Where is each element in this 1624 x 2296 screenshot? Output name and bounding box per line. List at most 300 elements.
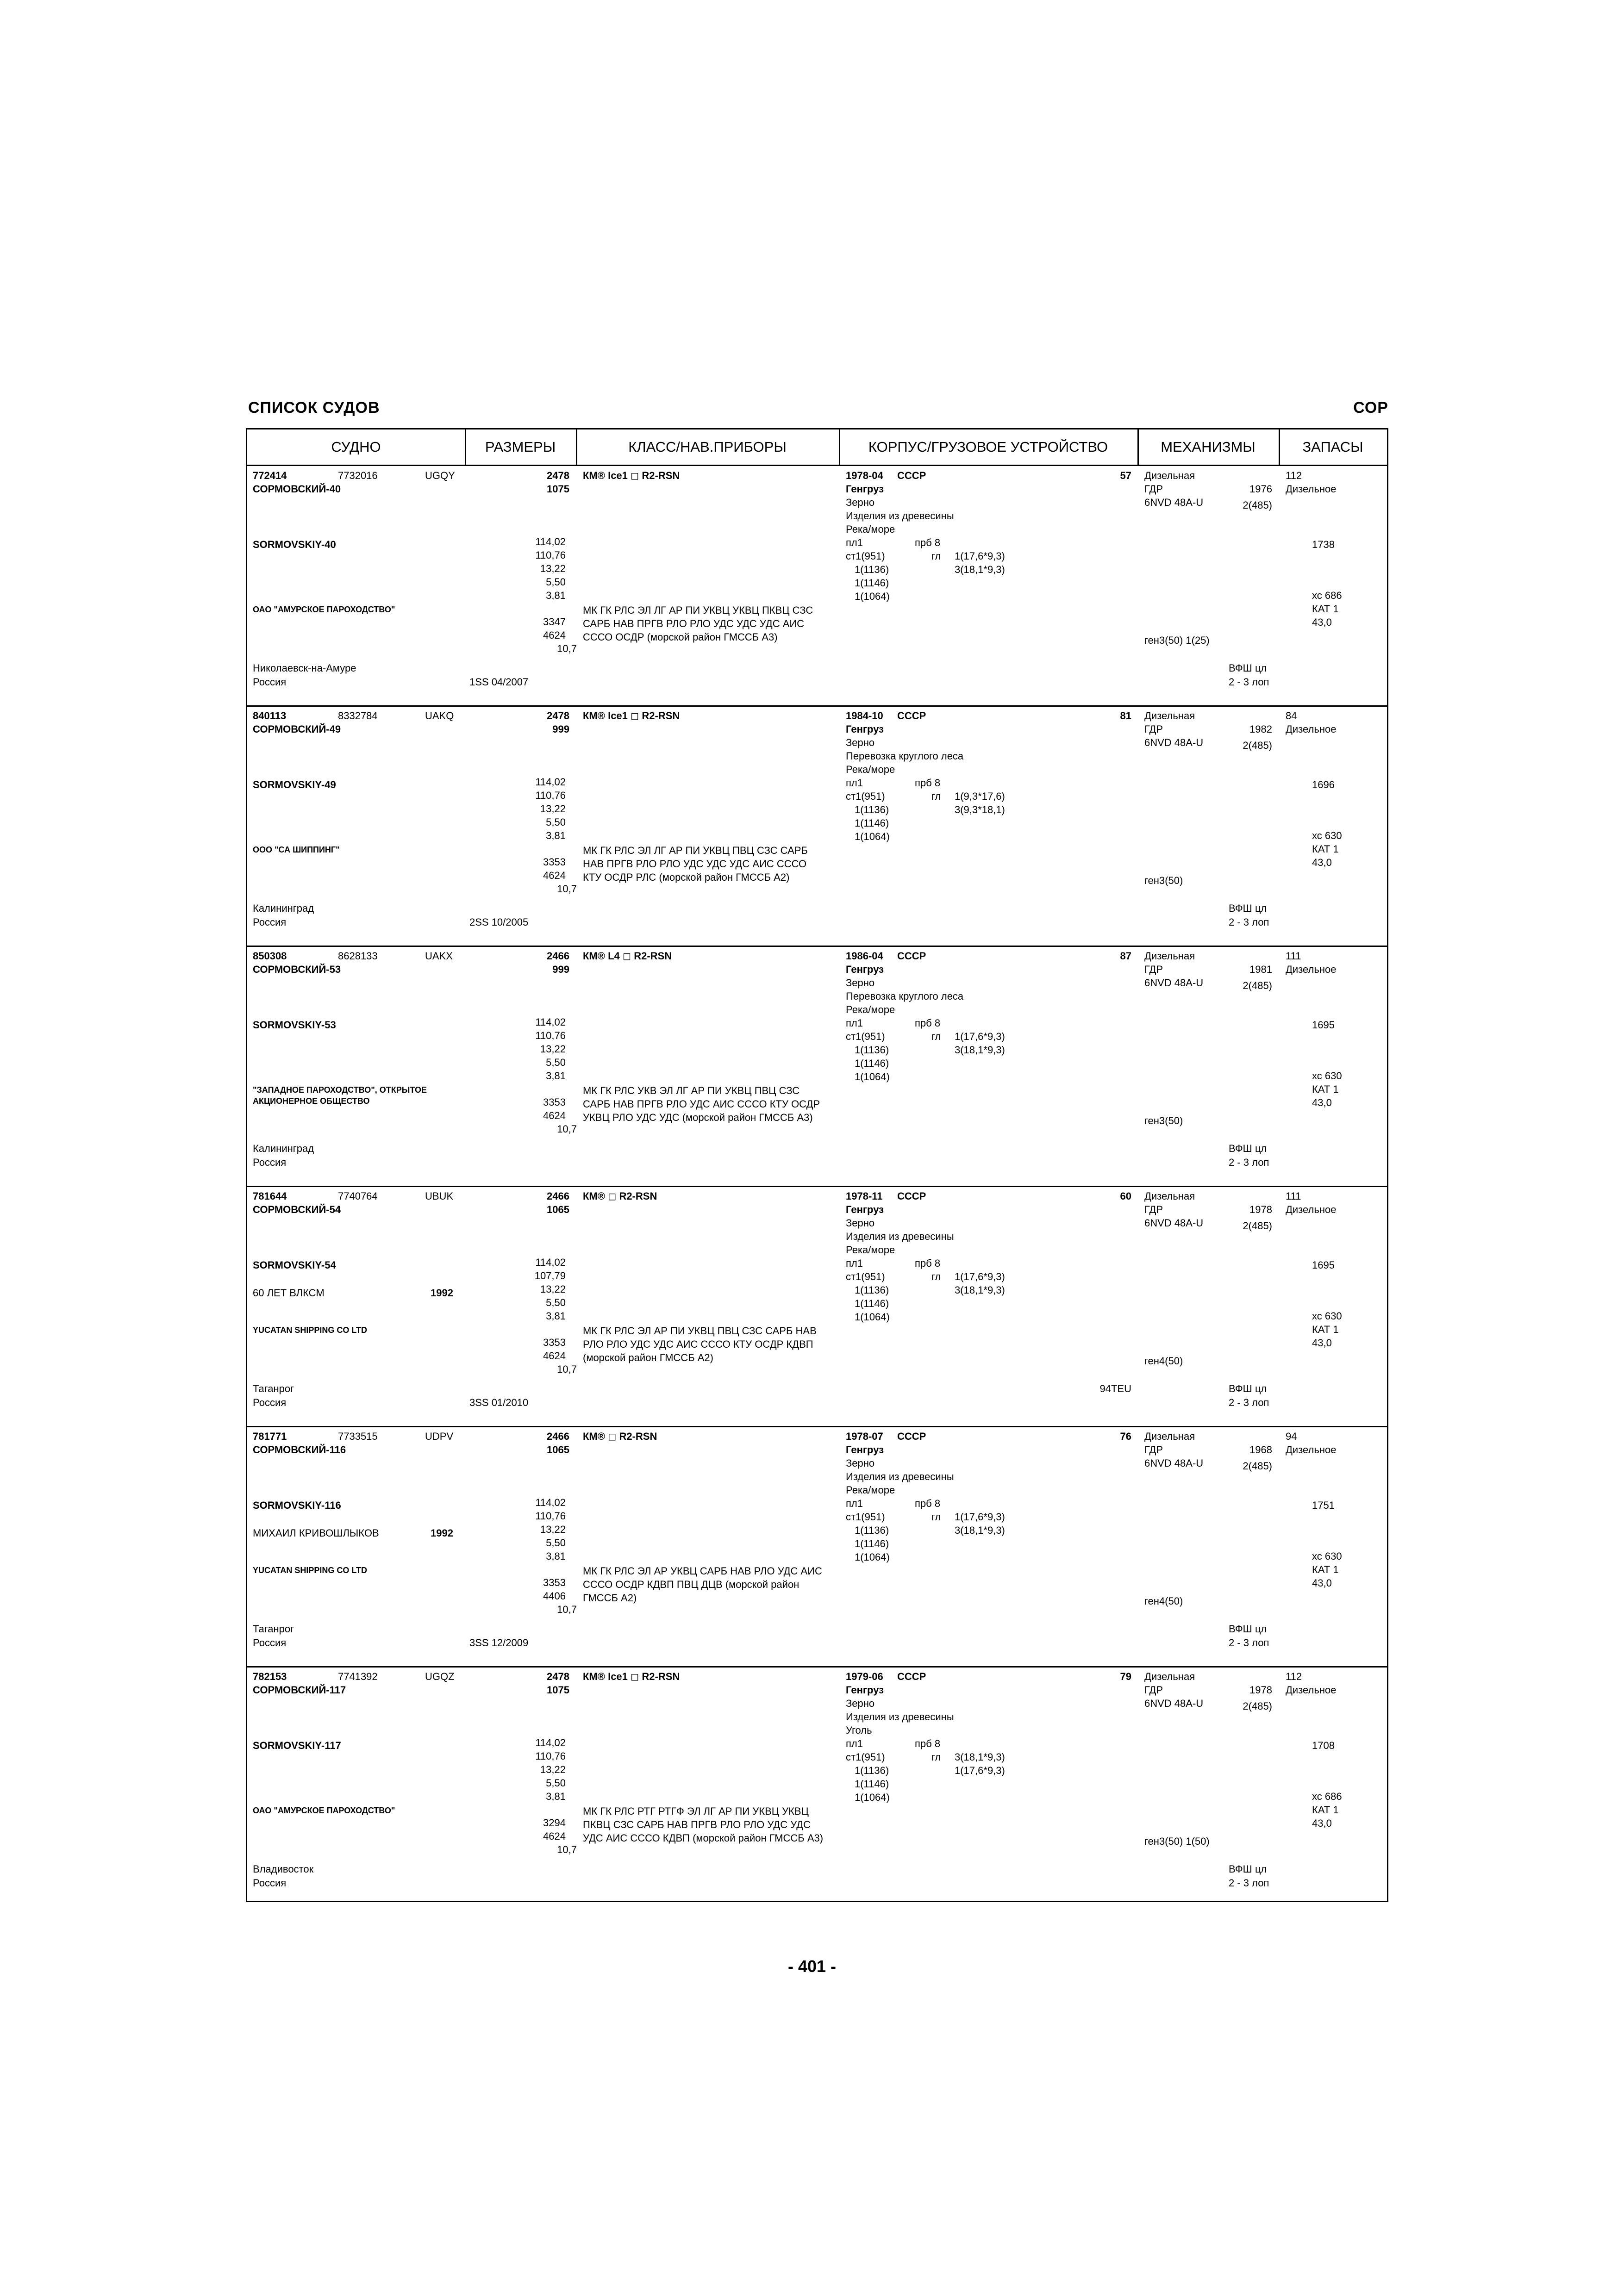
- breadth: 13,22: [540, 563, 566, 574]
- survey: 1SS 04/2007: [469, 676, 529, 688]
- page-number: - 401 -: [788, 1957, 837, 1976]
- ship-name-latin: SORMOVSKIY-40: [253, 539, 336, 550]
- built-date: 1978-04: [846, 470, 883, 481]
- nav-equipment: МК ГК РЛС ЭЛ ЛГ АР ПИ УКВЦ УКВЦ ПКВЦ СЗС САРБ НАВ ПРГВ РЛО РЛО УДС УДС УДС АИС СССО ОСДР (морской район ГМССБ А3): [583, 604, 813, 643]
- nav-equipment: МК ГК РЛС РТГ РТГФ ЭЛ ЛГ АР ПИ УКВЦ УКВЦ ПКВЦ СЗС САРБ НАВ ПРГВ РЛО РЛО УДС УДС УДС АИС СССО КДВП (морской район ГМССБ А3): [583, 1805, 824, 1844]
- column-header-class: КЛАСС/НАВ.ПРИБОРЫ: [628, 439, 787, 455]
- propeller-blades: 2 - 3 лоп: [1229, 1637, 1269, 1649]
- builder-country: СССР: [897, 1190, 926, 1202]
- range: 1695: [1312, 1019, 1335, 1031]
- decks: пл1: [846, 1738, 863, 1749]
- engine-model: 6NVD 48A-U: [1144, 1457, 1204, 1469]
- home-port: Николаевск-на-Амуре: [253, 662, 356, 674]
- crew-capacity: хс 630: [1312, 1550, 1342, 1562]
- hatch-gl: гл: [931, 1751, 941, 1763]
- draft: 3,81: [546, 590, 566, 601]
- hatch-size-2: 3(9,3*18,1): [955, 804, 1005, 815]
- reg-number: 781644: [253, 1190, 287, 1202]
- hatch-size-1: 1(17,6*9,3): [955, 1511, 1005, 1523]
- decks: пл1: [846, 1017, 863, 1029]
- crew-capacity: хс 630: [1312, 830, 1342, 841]
- column-header-vessel: СУДНО: [331, 439, 381, 455]
- breadth: 13,22: [540, 1764, 566, 1775]
- ship-name-latin: SORMOVSKIY-49: [253, 779, 336, 790]
- class-notation: КМ® ◻ R2-RSN: [583, 1190, 657, 1202]
- built-date: 1979-06: [846, 1671, 883, 1682]
- ship-name-ru: СОРМОВСКИЙ-49: [253, 723, 341, 735]
- hatch-gl: гл: [931, 790, 941, 802]
- engine-country: ГДР: [1144, 1684, 1163, 1696]
- builder-country: СССР: [897, 710, 926, 722]
- yard-number: 60: [1120, 1190, 1131, 1202]
- call-sign: UGQZ: [425, 1671, 455, 1682]
- fuel-capacity: 112: [1286, 1671, 1302, 1682]
- hatch-size-2: 3(18,1*9,3): [955, 1044, 1005, 1056]
- class-notation: КМ® Ice1 ◻ R2-RSN: [583, 1671, 680, 1682]
- imo-number: 8332784: [338, 710, 378, 722]
- engine-year: 1981: [1249, 964, 1272, 975]
- engine-model: 6NVD 48A-U: [1144, 497, 1204, 508]
- hull-note-2: Перевозка круглого леса: [846, 750, 964, 762]
- length-bp: 107,79: [534, 1270, 566, 1282]
- fuel-type: Дизельное: [1286, 723, 1337, 735]
- displacement: 4406: [543, 1590, 566, 1602]
- ship-name-latin: SORMOVSKIY-116: [253, 1500, 341, 1511]
- depth: 5,50: [546, 1777, 566, 1789]
- ship-table: [246, 428, 1388, 1902]
- length-bp: 110,76: [535, 790, 566, 801]
- imo-number: 7733515: [338, 1431, 378, 1442]
- deadweight: 3353: [543, 1096, 566, 1108]
- depth: 5,50: [546, 576, 566, 588]
- call-sign: UAKQ: [425, 710, 454, 722]
- ship-record: [247, 1187, 1387, 1427]
- hold-2: 1(1146): [855, 577, 889, 589]
- crew-capacity: хс 686: [1312, 590, 1342, 601]
- hatch-size-1: 1(17,6*9,3): [955, 1271, 1005, 1282]
- gross-tonnage: 2478: [547, 470, 569, 481]
- hatch-gl: гл: [931, 1271, 941, 1282]
- fuel-capacity: 111: [1286, 950, 1301, 962]
- engine-year: 1978: [1249, 1204, 1272, 1215]
- generators: ген3(50): [1144, 1115, 1183, 1126]
- length-overall: 114,02: [535, 1016, 566, 1028]
- flag: Россия: [253, 1157, 287, 1168]
- hatch-size-2: 3(18,1*9,3): [955, 1284, 1005, 1296]
- engine-power: 2(485): [1243, 499, 1272, 511]
- category-value: 43,0: [1312, 1337, 1332, 1349]
- class-notation: КМ® Ice1 ◻ R2-RSN: [583, 710, 680, 722]
- hold-2: 1(1146): [855, 1778, 889, 1790]
- deadweight: 3353: [543, 1577, 566, 1588]
- hull-note-2: Изделия из древесины: [846, 510, 954, 522]
- engine-type: Дизельная: [1144, 1431, 1195, 1442]
- imo-number: 7741392: [338, 1671, 378, 1682]
- built-date: 1984-10: [846, 710, 883, 722]
- net-tonnage: 1075: [547, 1684, 569, 1696]
- imo-number: 7732016: [338, 470, 378, 481]
- speed: 10,7: [557, 1844, 577, 1855]
- hull-note-3: Уголь: [846, 1724, 872, 1736]
- hull-note-1: Зерно: [846, 977, 875, 989]
- propeller-blades: 2 - 3 лоп: [1229, 916, 1269, 928]
- draft: 3,81: [546, 1550, 566, 1562]
- generators: ген3(50) 1(25): [1144, 635, 1210, 646]
- generators: ген4(50): [1144, 1595, 1183, 1607]
- flag: Россия: [253, 1637, 287, 1649]
- nav-equipment: МК ГК РЛС ЭЛ ЛГ АР ПИ УКВЦ ПВЦ СЗС САРБ НАВ ПРГВ РЛО РЛО УДС УДС УДС АИС СССО КТУ ОСДР РЛС (морской район ГМССБ А2): [583, 845, 808, 883]
- length-overall: 114,02: [535, 1257, 566, 1268]
- displacement: 4624: [543, 870, 566, 881]
- hatch-main: ст1(951): [846, 790, 885, 802]
- speed: 10,7: [557, 1123, 577, 1135]
- category: КАТ 1: [1312, 1564, 1339, 1575]
- column-header-machinery: МЕХАНИЗМЫ: [1161, 439, 1255, 455]
- breadth: 13,22: [540, 1524, 566, 1535]
- category: КАТ 1: [1312, 1083, 1339, 1095]
- category: КАТ 1: [1312, 603, 1339, 615]
- propeller: ВФШ цл: [1229, 1623, 1267, 1635]
- hold-3: 1(1064): [855, 591, 890, 602]
- hatch-gl: гл: [931, 1511, 941, 1523]
- reg-number: 850308: [253, 950, 287, 962]
- hull-note-2: Изделия из древесины: [846, 1231, 954, 1242]
- hold-1: 1(1136): [855, 1765, 889, 1776]
- displacement: 4624: [543, 1350, 566, 1362]
- engine-year: 1978: [1249, 1684, 1272, 1696]
- depth: 5,50: [546, 1057, 566, 1068]
- call-sign: UGQY: [425, 470, 455, 481]
- built-date: 1978-07: [846, 1431, 883, 1442]
- deadweight: 3347: [543, 616, 566, 628]
- fuel-capacity: 84: [1286, 710, 1297, 722]
- hold-3: 1(1064): [855, 1311, 890, 1323]
- deadweight: 3353: [543, 1337, 566, 1348]
- engine-power: 2(485): [1243, 740, 1272, 751]
- engine-type: Дизельная: [1144, 1671, 1195, 1682]
- hull-note-1: Зерно: [846, 737, 875, 748]
- engine-year: 1982: [1249, 723, 1272, 735]
- engine-type: Дизельная: [1144, 470, 1195, 481]
- category: КАТ 1: [1312, 1804, 1339, 1816]
- hull-note-2: Изделия из древесины: [846, 1471, 954, 1482]
- engine-model: 6NVD 48A-U: [1144, 1698, 1204, 1709]
- engine-year: 1968: [1249, 1444, 1272, 1456]
- cargo-type: Генгруз: [846, 723, 884, 735]
- hull-note-1: Зерно: [846, 1698, 875, 1709]
- gross-tonnage: 2478: [547, 710, 569, 722]
- hold-1: 1(1136): [855, 564, 889, 575]
- bulkheads: прб 8: [915, 1498, 941, 1509]
- category-value: 43,0: [1312, 1577, 1332, 1589]
- fuel-type: Дизельное: [1286, 1444, 1337, 1456]
- nav-equipment: МК ГК РЛС ЭЛ АР ПИ УКВЦ ПВЦ СЗС САРБ НАВ РЛО РЛО УДС УДС АИС СССО КТУ ОСДР КДВП (морской район ГМССБ А2): [583, 1325, 817, 1363]
- owner: YUCATAN SHIPPING CO LTD: [253, 1325, 367, 1335]
- length-bp: 110,76: [535, 1750, 566, 1762]
- bulkheads: прб 8: [915, 1738, 941, 1749]
- cargo-type: Генгруз: [846, 483, 884, 495]
- hull-note-3: Река/море: [846, 1004, 895, 1015]
- generators: ген4(50): [1144, 1355, 1183, 1367]
- propeller-blades: 2 - 3 лоп: [1229, 1877, 1269, 1889]
- speed: 10,7: [557, 883, 577, 895]
- engine-power: 2(485): [1243, 1700, 1272, 1712]
- column-header-dimensions: РАЗМЕРЫ: [485, 439, 556, 455]
- cargo-type: Генгруз: [846, 1204, 884, 1215]
- hold-2: 1(1146): [855, 1538, 889, 1549]
- built-date: 1978-11: [846, 1190, 883, 1202]
- yard-number: 79: [1120, 1671, 1131, 1682]
- propeller-blades: 2 - 3 лоп: [1229, 1157, 1269, 1168]
- ship-name-ru: СОРМОВСКИЙ-53: [253, 964, 341, 975]
- fuel-type: Дизельное: [1286, 964, 1337, 975]
- flag: Россия: [253, 676, 287, 688]
- speed: 10,7: [557, 643, 577, 654]
- hold-1: 1(1136): [855, 804, 889, 815]
- range: 1696: [1312, 779, 1335, 790]
- engine-country: ГДР: [1144, 1444, 1163, 1456]
- owner: ОАО "АМУРСКОЕ ПАРОХОДСТВО": [253, 1806, 395, 1815]
- cargo-type: Генгруз: [846, 1444, 884, 1456]
- propeller: ВФШ цл: [1229, 1143, 1267, 1154]
- draft: 3,81: [546, 830, 566, 841]
- ship-record: [247, 706, 1387, 946]
- hatch-size-1: 3(18,1*9,3): [955, 1751, 1005, 1763]
- propeller: ВФШ цл: [1229, 1863, 1267, 1875]
- length-overall: 114,02: [535, 1737, 566, 1748]
- fuel-type: Дизельное: [1286, 483, 1337, 495]
- hold-3: 1(1064): [855, 1071, 890, 1083]
- hold-3: 1(1064): [855, 831, 890, 842]
- hull-note-2: Изделия из древесины: [846, 1711, 954, 1723]
- net-tonnage: 1065: [547, 1444, 569, 1456]
- hold-1: 1(1136): [855, 1524, 889, 1536]
- gross-tonnage: 2466: [547, 1431, 569, 1442]
- deadweight: 3353: [543, 856, 566, 868]
- engine-country: ГДР: [1144, 483, 1163, 495]
- decks: пл1: [846, 1498, 863, 1509]
- cargo-type: Генгруз: [846, 1684, 884, 1696]
- engine-model: 6NVD 48A-U: [1144, 1217, 1204, 1229]
- draft: 3,81: [546, 1310, 566, 1322]
- generators: ген3(50) 1(50): [1144, 1836, 1210, 1847]
- teu-capacity: 94TEU: [1099, 1383, 1131, 1394]
- ship-record: [247, 466, 1387, 706]
- imo-number: 8628133: [338, 950, 378, 962]
- hatch-size-2: 1(17,6*9,3): [955, 1765, 1005, 1776]
- hold-2: 1(1146): [855, 1298, 889, 1309]
- nav-equipment: МК ГК РЛС ЭЛ АР УКВЦ САРБ НАВ РЛО УДС АИС СССО ОСДР КДВП ПВЦ ДЦВ (морской район ГМССБ А2): [583, 1565, 822, 1604]
- engine-type: Дизельная: [1144, 950, 1195, 962]
- former-name-year: 1992: [431, 1287, 453, 1299]
- yard-number: 87: [1120, 950, 1131, 962]
- engine-type: Дизельная: [1144, 1190, 1195, 1202]
- hatch-main: ст1(951): [846, 1511, 885, 1523]
- reg-number: 782153: [253, 1671, 287, 1682]
- propeller-blades: 2 - 3 лоп: [1229, 1397, 1269, 1408]
- fuel-type: Дизельное: [1286, 1204, 1337, 1215]
- column-header-supplies: ЗАПАСЫ: [1302, 439, 1363, 455]
- hatch-main: ст1(951): [846, 1271, 885, 1282]
- bulkheads: прб 8: [915, 777, 941, 789]
- bulkheads: прб 8: [915, 1257, 941, 1269]
- net-tonnage: 999: [552, 723, 569, 735]
- imo-number: 7740764: [338, 1190, 378, 1202]
- gross-tonnage: 2466: [547, 1190, 569, 1202]
- hatch-size-2: 3(18,1*9,3): [955, 1524, 1005, 1536]
- length-overall: 114,02: [535, 776, 566, 788]
- hold-3: 1(1064): [855, 1792, 890, 1803]
- category: КАТ 1: [1312, 1324, 1339, 1335]
- hull-note-3: Река/море: [846, 1484, 895, 1496]
- owner: ОАО "АМУРСКОЕ ПАРОХОДСТВО": [253, 605, 395, 614]
- net-tonnage: 999: [552, 964, 569, 975]
- depth: 5,50: [546, 1297, 566, 1308]
- speed: 10,7: [557, 1363, 577, 1375]
- hull-note-3: Река/море: [846, 764, 895, 775]
- page-title: СПИСОК СУДОВ: [248, 399, 380, 417]
- engine-model: 6NVD 48A-U: [1144, 977, 1204, 989]
- decks: пл1: [846, 777, 863, 789]
- hold-1: 1(1136): [855, 1044, 889, 1056]
- hatch-main: ст1(951): [846, 1031, 885, 1042]
- fuel-capacity: 112: [1286, 470, 1302, 481]
- former-name: МИХАИЛ КРИВОШЛЫКОВ: [253, 1527, 379, 1539]
- propeller-blades: 2 - 3 лоп: [1229, 676, 1269, 688]
- yard-number: 76: [1120, 1431, 1131, 1442]
- fuel-capacity: 94: [1286, 1431, 1297, 1442]
- decks: пл1: [846, 1257, 863, 1269]
- builder-country: СССР: [897, 470, 926, 481]
- net-tonnage: 1075: [547, 483, 569, 495]
- call-sign: UAKX: [425, 950, 453, 962]
- crew-capacity: хс 686: [1312, 1791, 1342, 1802]
- fuel-type: Дизельное: [1286, 1684, 1337, 1696]
- engine-country: ГДР: [1144, 723, 1163, 735]
- class-notation: КМ® L4 ◻ R2-RSN: [583, 950, 672, 962]
- displacement: 4624: [543, 1830, 566, 1842]
- former-name: 60 ЛЕТ ВЛКСМ: [253, 1287, 325, 1299]
- displacement: 4624: [543, 629, 566, 641]
- hatch-gl: гл: [931, 550, 941, 562]
- reg-number: 772414: [253, 470, 287, 481]
- engine-power: 2(485): [1243, 1220, 1272, 1232]
- flag: Россия: [253, 916, 287, 928]
- ship-name-ru: СОРМОВСКИЙ-117: [253, 1684, 346, 1696]
- call-sign: UBUK: [425, 1190, 454, 1202]
- hatch-size-1: 1(17,6*9,3): [955, 550, 1005, 562]
- bulkheads: прб 8: [915, 1017, 941, 1029]
- net-tonnage: 1065: [547, 1204, 569, 1215]
- former-name-year: 1992: [431, 1527, 453, 1539]
- flag: Россия: [253, 1877, 287, 1889]
- nav-equipment: МК ГК РЛС УКВ ЭЛ ЛГ АР ПИ УКВЦ ПВЦ СЗС САРБ НАВ ПРГВ РЛО УДС АИС СССО КТУ ОСДР УКВЦ РЛО УДС УДС (морской район ГМССБ А3): [583, 1085, 820, 1123]
- range: 1695: [1312, 1259, 1335, 1271]
- hull-note-1: Зерно: [846, 1217, 875, 1229]
- hull-note-3: Река/море: [846, 523, 895, 535]
- survey: 3SS 12/2009: [469, 1637, 529, 1649]
- propeller: ВФШ цл: [1229, 662, 1267, 674]
- ship-name-ru: СОРМОВСКИЙ-40: [253, 483, 341, 495]
- owner: "ЗАПАДНОЕ ПАРОХОДСТВО", ОТКРЫТОЕ АКЦИОНЕРНОЕ ОБЩЕСТВО: [253, 1085, 427, 1106]
- length-overall: 114,02: [535, 1497, 566, 1508]
- breadth: 13,22: [540, 1043, 566, 1055]
- range: 1708: [1312, 1740, 1335, 1751]
- breadth: 13,22: [540, 803, 566, 815]
- hull-note-1: Зерно: [846, 497, 875, 508]
- flag: Россия: [253, 1397, 287, 1408]
- home-port: Таганрог: [253, 1623, 294, 1635]
- hold-1: 1(1136): [855, 1284, 889, 1296]
- home-port: Владивосток: [253, 1863, 314, 1875]
- hatch-main: ст1(951): [846, 550, 885, 562]
- draft: 3,81: [546, 1791, 566, 1802]
- category-value: 43,0: [1312, 857, 1332, 868]
- decks: пл1: [846, 537, 863, 548]
- section-code: СОР: [1353, 399, 1388, 417]
- yard-number: 81: [1120, 710, 1131, 722]
- hold-2: 1(1146): [855, 817, 889, 829]
- home-port: Калининград: [253, 1143, 314, 1154]
- survey: 3SS 01/2010: [469, 1397, 529, 1408]
- hatch-size-1: 1(17,6*9,3): [955, 1031, 1005, 1042]
- yard-number: 57: [1120, 470, 1131, 481]
- hatch-main: ст1(951): [846, 1751, 885, 1763]
- ship-record: [247, 1667, 1387, 1907]
- hull-note-2: Перевозка круглого леса: [846, 990, 964, 1002]
- ship-name-ru: СОРМОВСКИЙ-54: [253, 1204, 341, 1215]
- ship-record: [247, 1427, 1387, 1667]
- ship-name-latin: SORMOVSKIY-53: [253, 1019, 336, 1031]
- call-sign: UDPV: [425, 1431, 454, 1442]
- reg-number: 840113: [253, 710, 287, 722]
- category-value: 43,0: [1312, 616, 1332, 628]
- cargo-type: Генгруз: [846, 964, 884, 975]
- hatch-size-2: 3(18,1*9,3): [955, 564, 1005, 575]
- displacement: 4624: [543, 1110, 566, 1121]
- builder-country: СССР: [897, 950, 926, 962]
- hull-note-3: Река/море: [846, 1244, 895, 1256]
- deadweight: 3294: [543, 1817, 566, 1829]
- range: 1751: [1312, 1500, 1335, 1511]
- ship-name-ru: СОРМОВСКИЙ-116: [253, 1444, 346, 1456]
- ship-name-latin: SORMOVSKIY-54: [253, 1259, 336, 1271]
- engine-country: ГДР: [1144, 1204, 1163, 1215]
- hold-3: 1(1064): [855, 1551, 890, 1563]
- speed: 10,7: [557, 1604, 577, 1615]
- builder-country: СССР: [897, 1671, 926, 1682]
- column-header-hull: КОРПУС/ГРУЗОВОЕ УСТРОЙСТВО: [868, 439, 1108, 455]
- engine-year: 1976: [1249, 483, 1272, 495]
- class-notation: КМ® Ice1 ◻ R2-RSN: [583, 470, 680, 481]
- depth: 5,50: [546, 1537, 566, 1549]
- owner: YUCATAN SHIPPING CO LTD: [253, 1566, 367, 1575]
- hold-2: 1(1146): [855, 1058, 889, 1069]
- gross-tonnage: 2478: [547, 1671, 569, 1682]
- class-notation: КМ® ◻ R2-RSN: [583, 1431, 657, 1442]
- hatch-size-1: 1(9,3*17,6): [955, 790, 1005, 802]
- range: 1738: [1312, 539, 1335, 550]
- home-port: Калининград: [253, 902, 314, 914]
- engine-power: 2(485): [1243, 980, 1272, 991]
- built-date: 1986-04: [846, 950, 883, 962]
- engine-country: ГДР: [1144, 964, 1163, 975]
- builder-country: СССР: [897, 1431, 926, 1442]
- survey: 2SS 10/2005: [469, 916, 529, 928]
- bulkheads: прб 8: [915, 537, 941, 548]
- gross-tonnage: 2466: [547, 950, 569, 962]
- engine-type: Дизельная: [1144, 710, 1195, 722]
